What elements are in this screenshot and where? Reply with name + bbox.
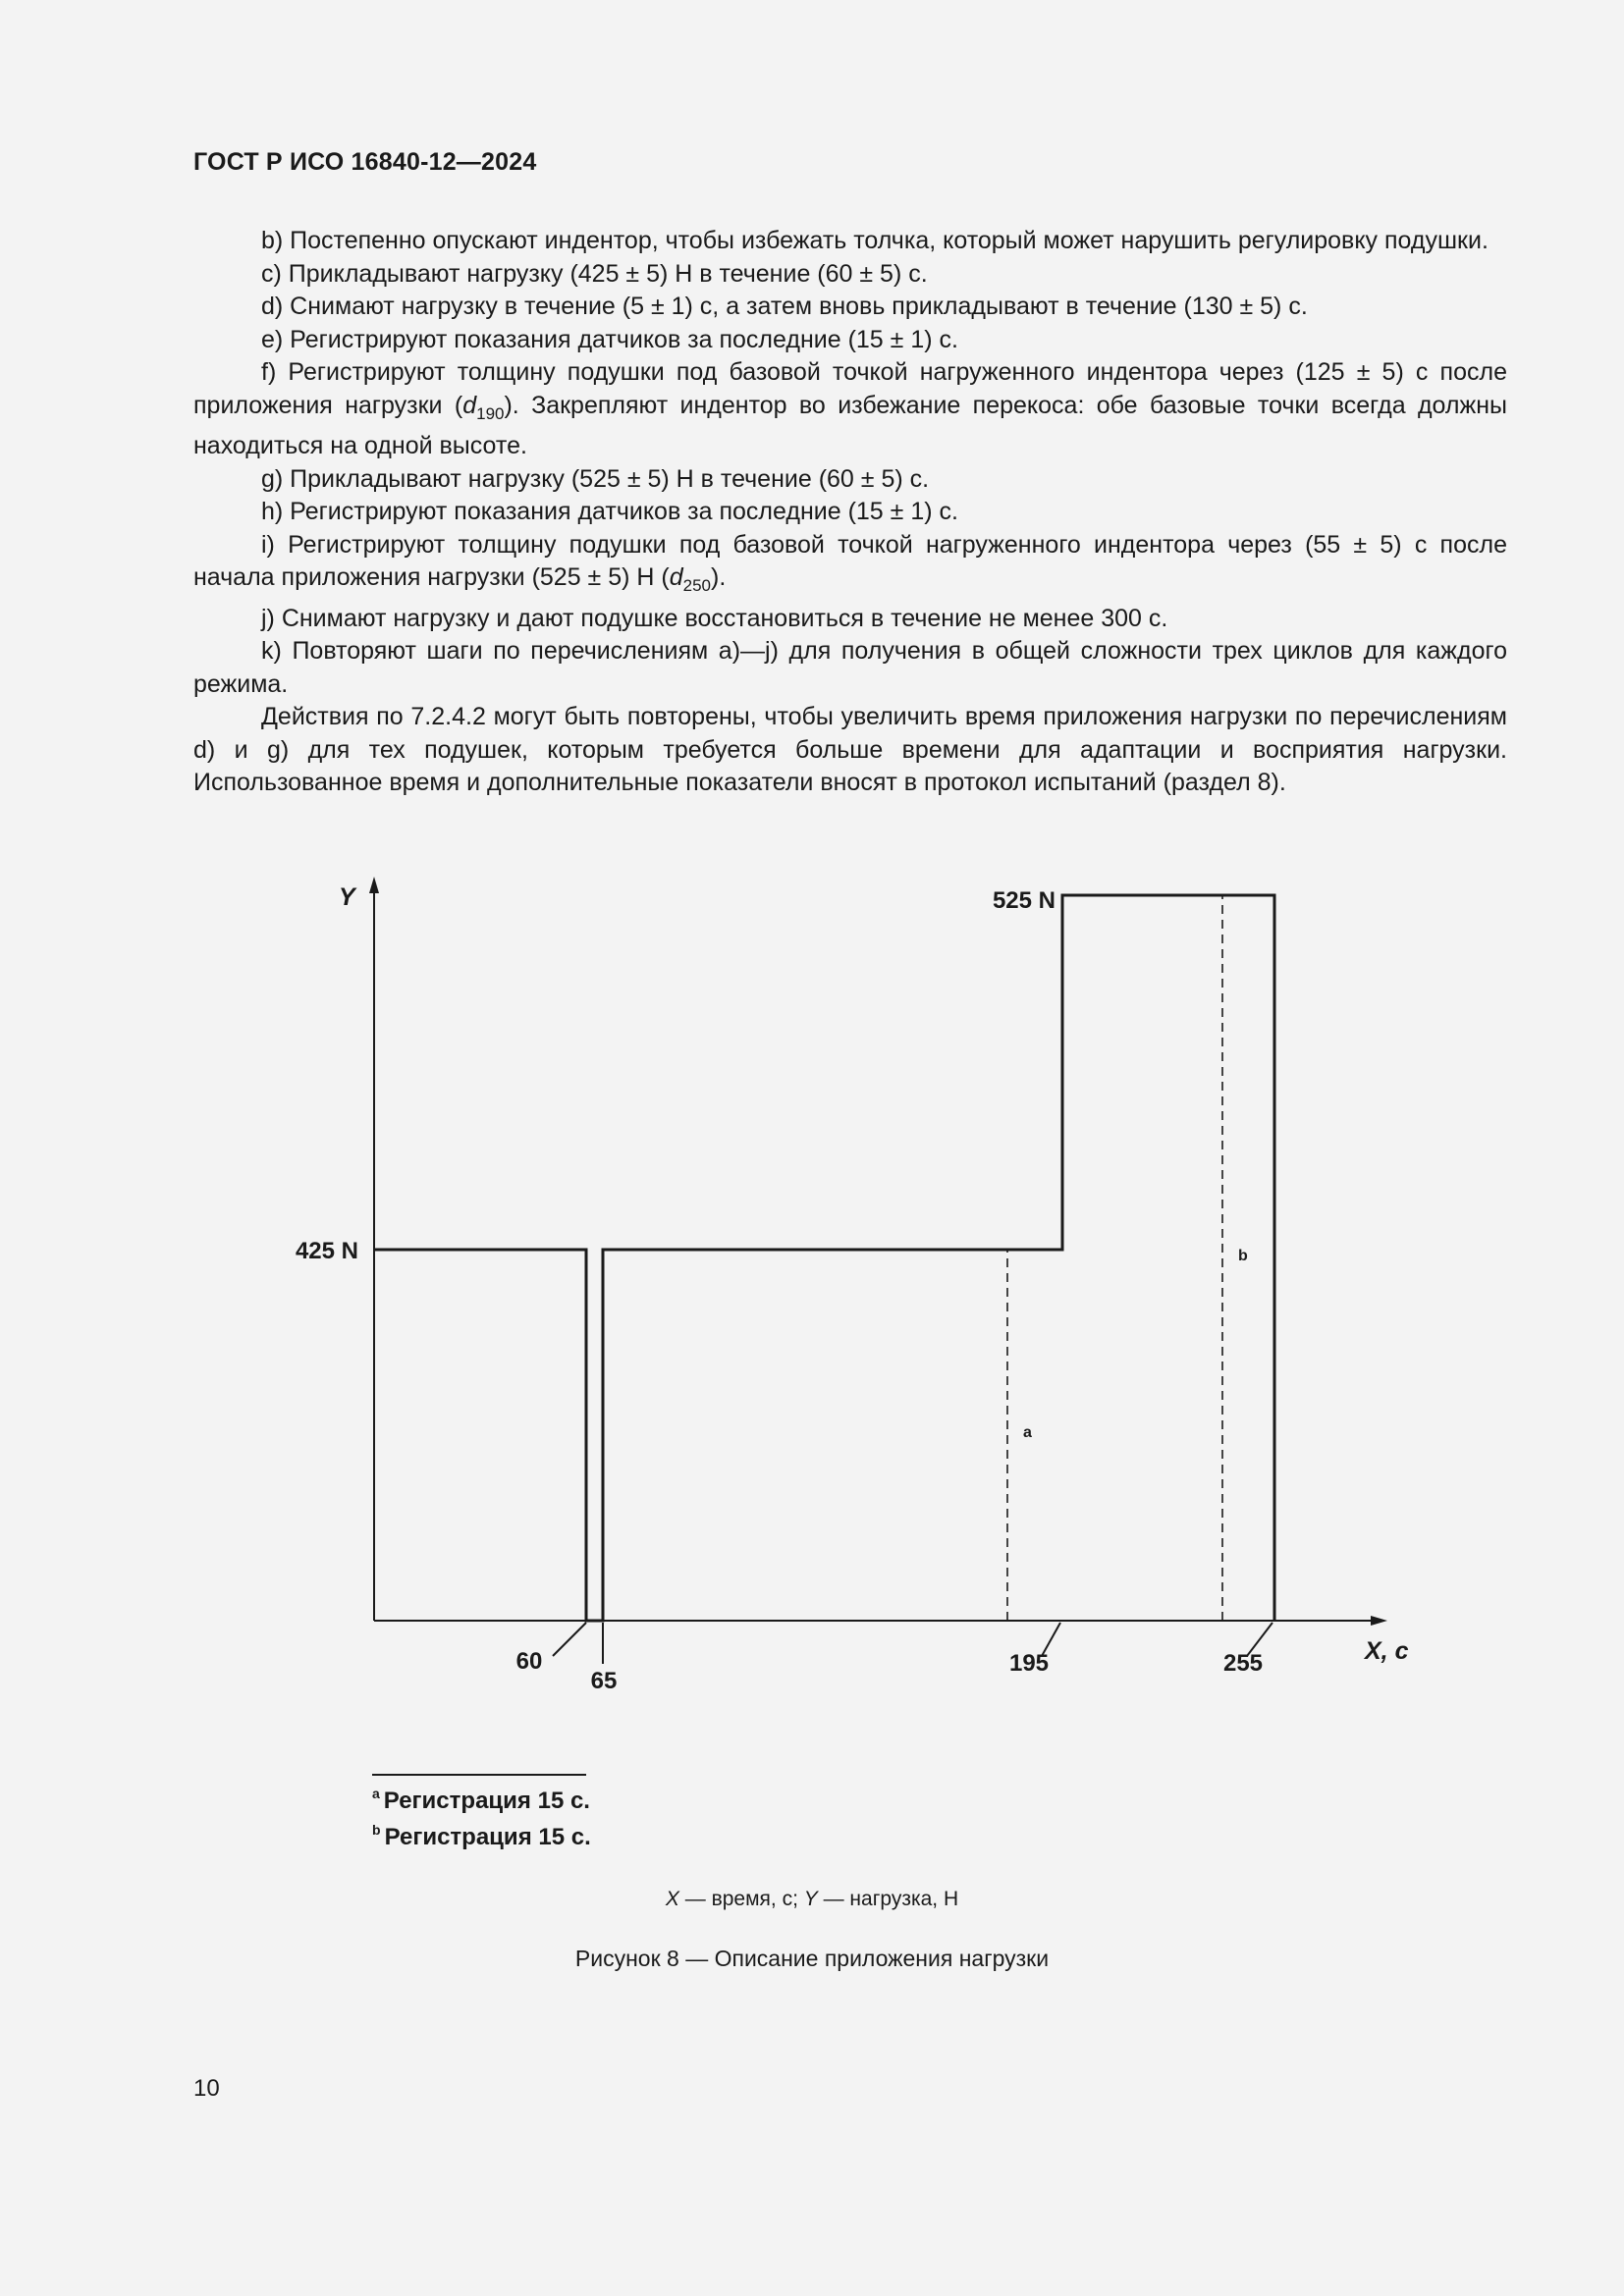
item-b: b) Постепенно опускают индентор, чтобы избежать толчка, который может нарушить регулировку подушки.: [261, 227, 1489, 254]
item-c: c) Прикладывают нагрузку (425 ± 5) Н в течение (60 ± 5) с.: [261, 259, 928, 288]
footnote-b-text: Регистрация 15 с.: [384, 1824, 591, 1850]
y-tick-label-525: 525 N: [992, 887, 1056, 914]
item-f-subscript: 190: [476, 403, 505, 423]
x-tick-label-65: 65: [590, 1668, 618, 1694]
item-f-variable: d: [462, 391, 477, 419]
item-k: k) Повторяют шаги по перечислениям a)—j) для получения в общей сложности трех циклов для каждого режима.: [193, 637, 1507, 698]
item-i-subscript: 250: [682, 576, 711, 595]
item-i-text-1: i) Регистрируют толщину подушки под базовой точкой нагруженного индентора через (55 ± 5) с после начала приложения нагрузки (525 ± 5) Н (: [193, 530, 1507, 591]
item-h: h) Регистрируют показания датчиков за последние (15 ± 1) с.: [261, 498, 958, 525]
x-tick-label-60: 60: [515, 1648, 543, 1675]
footnote-a: [372, 1786, 590, 1815]
page-number: 10: [193, 2075, 220, 2102]
item-i-text-2: ).: [711, 563, 727, 591]
item-e: e) Регистрируют показания датчиков за последние (15 ± 1) с.: [261, 325, 958, 353]
legend-y-desc: — нагрузка, Н: [817, 1888, 959, 1910]
legend-x-var: X: [665, 1888, 679, 1910]
x-tick-label-255: 255: [1222, 1650, 1264, 1677]
item-i-variable: d: [669, 563, 683, 591]
footnote-a-mark: a: [372, 1786, 380, 1801]
final-paragraph: Действия по 7.2.4.2 могут быть повторены, чтобы увеличить время приложения нагрузки по перечислениям d) и g) для тех подушек, которым требуется больше времени для адаптации и восприятия нагрузки. Использованное время и дополнительные показатели вносят в протокол испытаний (раздел 8).: [193, 703, 1507, 796]
tick-leader-60: [553, 1623, 586, 1656]
item-j: j) Снимают нагрузку и дают подушке восстановиться в течение не менее 300 с.: [261, 604, 1168, 632]
marker-b-label: b: [1238, 1248, 1248, 1264]
footnote-a-text: Регистрация 15 с.: [383, 1788, 590, 1814]
y-axis-label: Y: [339, 883, 355, 911]
footnote-b-mark: b: [372, 1822, 381, 1838]
footnote-separator: [372, 1774, 586, 1776]
document-header: ГОСТ Р ИСО 16840-12—2024: [193, 148, 537, 176]
x-axis-arrow: [1371, 1616, 1387, 1626]
item-f-text-2: ). Закрепляют индентор во избежание перекоса: обе базовые точки всегда должны находиться на одной высоте.: [193, 391, 1507, 459]
item-d: d) Снимают нагрузку в течение (5 ± 1) с, а затем вновь прикладывают в течение (130 ± 5) с.: [261, 293, 1308, 320]
item-f-text-1: f) Регистрируют толщину подушки под базовой точкой нагруженного индентора через (125 ± 5) с после приложения нагрузки (: [193, 358, 1507, 419]
legend-y-var: Y: [803, 1888, 818, 1910]
load-profile-line: [374, 895, 1274, 1621]
legend-x-desc: — время, с;: [678, 1888, 804, 1910]
marker-a-label: a: [1023, 1424, 1032, 1441]
x-axis-label: X, с: [1365, 1637, 1409, 1665]
y-axis-arrow: [369, 877, 379, 893]
footnote-b: [372, 1822, 591, 1851]
figure-legend: [0, 1888, 1624, 1911]
y-tick-label-425: 425 N: [295, 1238, 358, 1264]
figure-caption: Рисунок 8 — Описание приложения нагрузки: [574, 1946, 1050, 1971]
x-tick-label-195: 195: [1008, 1650, 1050, 1677]
item-g: g) Прикладывают нагрузку (525 ± 5) Н в течение (60 ± 5) с.: [261, 464, 930, 493]
